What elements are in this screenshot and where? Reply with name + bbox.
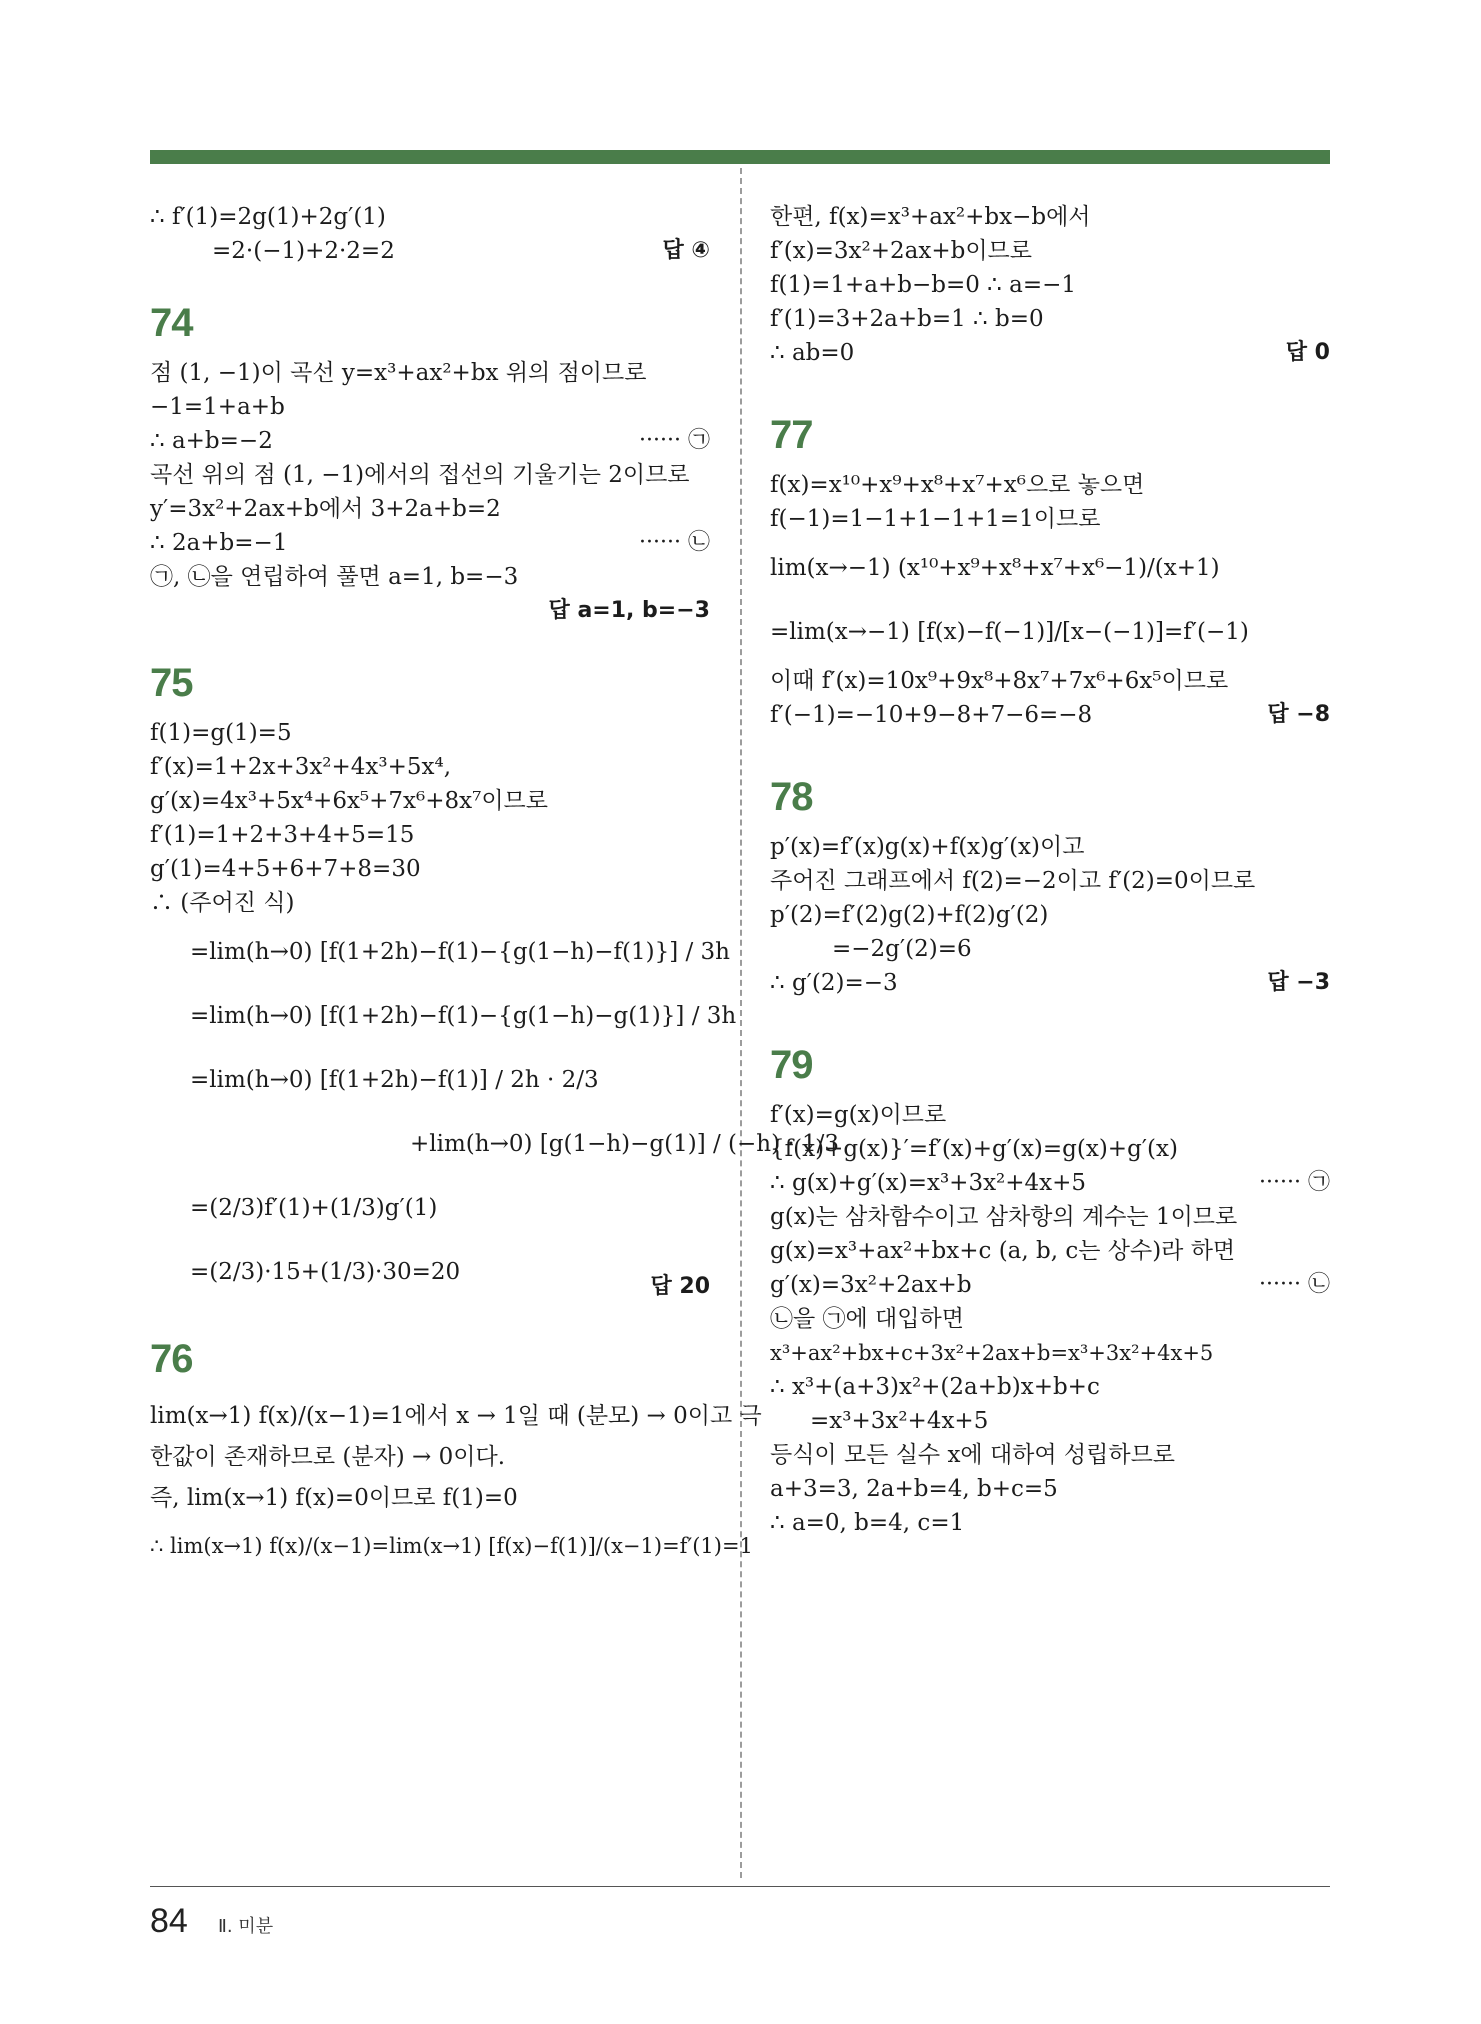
page-number: 84 bbox=[150, 1902, 188, 1940]
answer-label: 답 20 bbox=[650, 1274, 710, 1299]
solution-line: lim(x→1) f(x)/(x−1)=1에서 x → 1일 때 (분모) → 0이고 극 bbox=[150, 1403, 762, 1429]
solution-line: f(−1)=1−1+1−1+1=1이므로 bbox=[770, 506, 1101, 532]
solution-line: ∴ lim(x→1) f(x)/(x−1)=lim(x→1) [f(x)−f(1)]/(x−1)=f′(1)=1 bbox=[150, 1534, 753, 1558]
equation-mark: ······ ㉡ bbox=[639, 530, 710, 555]
solution-line: f(x)=x¹⁰+x⁹+x⁸+x⁷+x⁶으로 놓으면 bbox=[770, 472, 1145, 498]
solution-line: =(2/3)f′(1)+(1/3)g′(1) bbox=[190, 1195, 438, 1221]
problem-number-77: 77 bbox=[770, 413, 813, 457]
solution-line: ∴ a+b=−2 ······ ㉠ bbox=[150, 424, 710, 458]
solution-line: 곡선 위의 점 (1, −1)에서의 접선의 기울기는 2이므로 bbox=[150, 462, 690, 488]
solution-line: g′(x)=3x²+2ax+b ······ ㉡ bbox=[770, 1268, 1330, 1302]
solution-line: f′(1)=3+2a+b=1 ∴ b=0 bbox=[770, 306, 1044, 332]
intro-line: ∴ f′(1)=2g(1)+2g′(1) bbox=[150, 204, 386, 230]
solution-line: a+3=3, 2a+b=4, b+c=5 bbox=[770, 1476, 1058, 1502]
equation-mark: ······ ㉠ bbox=[639, 428, 710, 453]
solution-line: 등식이 모든 실수 x에 대하여 성립하므로 bbox=[770, 1442, 1176, 1468]
solution-line: ㉠, ㉡을 연립하여 풀면 a=1, b=−3 bbox=[150, 564, 519, 590]
solution-line: f′(x)=1+2x+3x²+4x³+5x⁴, bbox=[150, 754, 452, 780]
problem-number-75: 75 bbox=[150, 661, 193, 705]
answer-label: 답 −8 bbox=[1267, 702, 1330, 727]
answer-line bbox=[150, 594, 710, 628]
right-column bbox=[770, 200, 1330, 1540]
solution-line: f′(x)=3x²+2ax+b이므로 bbox=[770, 238, 1032, 264]
solution-line: −1=1+a+b bbox=[150, 394, 285, 420]
solution-line: 점 (1, −1)이 곡선 y=x³+ax²+bx 위의 점이므로 bbox=[150, 360, 647, 386]
solution-line: =lim(h→0) [f(1+2h)−f(1)] / 2h · 2/3 bbox=[190, 1067, 599, 1093]
solution-line: ∴ g′(2)=−3 답 −3 bbox=[770, 966, 1330, 1000]
solution-line: ∴ a=0, b=4, c=1 bbox=[770, 1510, 965, 1536]
solution-line: =−2g′(2)=6 bbox=[832, 936, 972, 962]
solution-line: f′(x)=g(x)이므로 bbox=[770, 1102, 947, 1128]
solution-line: 즉, lim(x→1) f(x)=0이므로 f(1)=0 bbox=[150, 1485, 518, 1511]
solution-line: g(x)는 삼차함수이고 삼차항의 계수는 1이므로 bbox=[770, 1204, 1238, 1230]
solution-line: p′(x)=f′(x)g(x)+f(x)g′(x)이고 bbox=[770, 834, 1085, 860]
solution-line: f(1)=g(1)=5 bbox=[150, 720, 292, 746]
solution-line: g′(x)=4x³+5x⁴+6x⁵+7x⁶+8x⁷이므로 bbox=[150, 788, 548, 814]
solution-line: f′(1)=1+2+3+4+5=15 bbox=[150, 822, 415, 848]
problem-number-74: 74 bbox=[150, 301, 193, 345]
solution-line: ∴ ab=0 답 0 bbox=[770, 336, 1330, 370]
solution-line: y′=3x²+2ax+b에서 3+2a+b=2 bbox=[150, 496, 501, 522]
solution-line: {f(x)+g(x)}′=f′(x)+g′(x)=g(x)+g′(x) bbox=[770, 1136, 1178, 1162]
solution-line: ∴ (주어진 식) bbox=[150, 890, 295, 916]
solution-line: g′(1)=4+5+6+7+8=30 bbox=[150, 856, 421, 882]
problem-number-78: 78 bbox=[770, 775, 813, 819]
solution-line: lim(x→−1) (x¹⁰+x⁹+x⁸+x⁷+x⁶−1)/(x+1) bbox=[770, 555, 1220, 581]
solution-line: f′(−1)=−10+9−8+7−6=−8 답 −8 bbox=[770, 698, 1330, 732]
solution-line: =lim(x→−1) [f(x)−f(−1)]/[x−(−1)]=f′(−1) bbox=[770, 619, 1249, 645]
solution-line: =lim(h→0) [f(1+2h)−f(1)−{g(1−h)−f(1)}] / 3h bbox=[190, 939, 730, 965]
equation-mark: ······ ㉡ bbox=[1259, 1272, 1330, 1297]
solution-line: ∴ g(x)+g′(x)=x³+3x²+4x+5 ······ ㉠ bbox=[770, 1166, 1330, 1200]
answer-label: 답 a=1, b=−3 bbox=[548, 598, 710, 623]
problem-number-79: 79 bbox=[770, 1043, 813, 1087]
solution-line: =(2/3)·15+(1/3)·30=20 답 20 bbox=[150, 1240, 710, 1304]
solution-line: 한편, f(x)=x³+ax²+bx−b에서 bbox=[770, 204, 1091, 230]
answer-label: 답 −3 bbox=[1267, 970, 1330, 995]
intro-line: =2·(−1)+2·2=2 답 ④ bbox=[150, 234, 710, 268]
problem-number-76: 76 bbox=[150, 1337, 193, 1381]
solution-line: ∴ x³+(a+3)x²+(2a+b)x+b+c bbox=[770, 1374, 1100, 1400]
solution-line: =x³+3x²+4x+5 bbox=[810, 1408, 989, 1434]
solution-line: 이때 f′(x)=10x⁹+9x⁸+8x⁷+7x⁶+6x⁵이므로 bbox=[770, 668, 1229, 694]
solution-line: g(x)=x³+ax²+bx+c (a, b, c는 상수)라 하면 bbox=[770, 1238, 1236, 1264]
solution-line: ㉡을 ㉠에 대입하면 bbox=[770, 1306, 964, 1332]
solution-line: p′(2)=f′(2)g(2)+f(2)g′(2) bbox=[770, 902, 1049, 928]
answer-label: 답 0 bbox=[1285, 340, 1330, 365]
solution-line: 주어진 그래프에서 f(2)=−2이고 f′(2)=0이므로 bbox=[770, 868, 1256, 894]
solution-line: 한값이 존재하므로 (분자) → 0이다. bbox=[150, 1444, 506, 1470]
solution-line: ∴ 2a+b=−1 ······ ㉡ bbox=[150, 526, 710, 560]
equation-mark: ······ ㉠ bbox=[1259, 1170, 1330, 1195]
solution-line: +lim(h→0) [g(1−h)−g(1)] / (−h) · 1/3 bbox=[410, 1131, 840, 1157]
chapter-label: Ⅱ. 미분 bbox=[218, 1916, 274, 1937]
solution-line: x³+ax²+bx+c+3x²+2ax+b=x³+3x²+4x+5 bbox=[770, 1341, 1214, 1365]
solution-line: f(1)=1+a+b−b=0 ∴ a=−1 bbox=[770, 272, 1077, 298]
top-green-bar bbox=[150, 150, 1330, 164]
footer-rule bbox=[150, 1886, 1330, 1887]
answer-label: 답 ④ bbox=[662, 238, 710, 263]
solution-line: =lim(h→0) [f(1+2h)−f(1)−{g(1−h)−g(1)}] / 3h bbox=[190, 1003, 737, 1029]
column-divider bbox=[740, 168, 742, 1878]
